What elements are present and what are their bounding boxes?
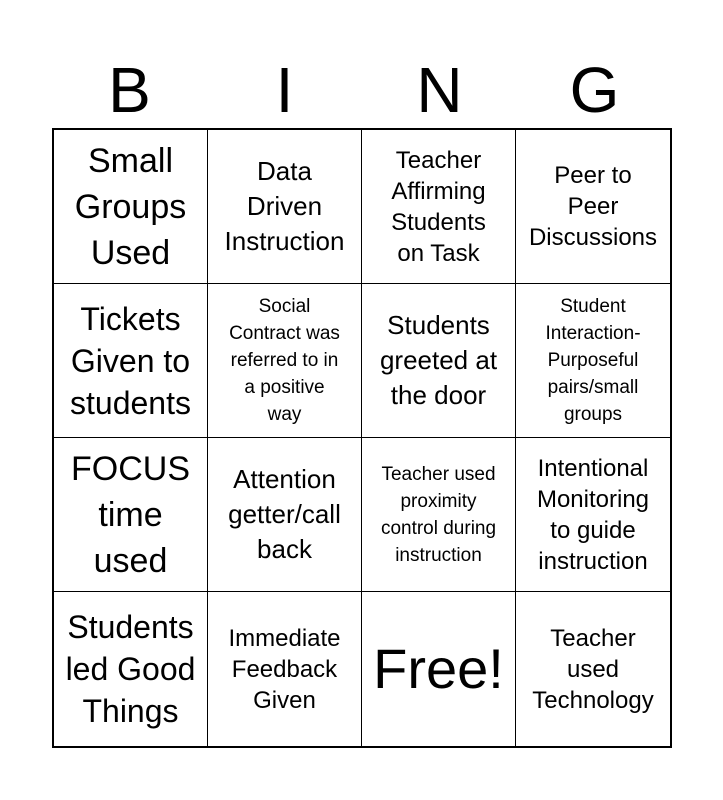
- cell-text: Immediate Feedback Given: [228, 624, 341, 714]
- bingo-cell[interactable]: [54, 592, 208, 746]
- cell-text: Intentional Monitoring to guide instruction: [536, 454, 650, 575]
- cell-text: Social Contract was referred to in a positive way: [229, 296, 340, 425]
- bingo-cell[interactable]: [362, 438, 516, 592]
- bingo-header: [52, 52, 672, 128]
- cell-text: Peer to Peer Discussions: [528, 162, 658, 251]
- cell-text: Students led Good Things: [65, 609, 196, 729]
- bingo-cell[interactable]: [516, 130, 670, 284]
- free-space-text: Free!: [373, 637, 504, 700]
- bingo-cell[interactable]: [54, 130, 208, 284]
- header-letter-n: N: [416, 54, 463, 126]
- bingo-cell[interactable]: [54, 284, 208, 438]
- bingo-cell[interactable]: [208, 130, 362, 284]
- cell-text: Teacher used proximity control during instruction: [380, 463, 497, 566]
- bingo-cell[interactable]: [208, 438, 362, 592]
- bingo-cell[interactable]: [208, 592, 362, 746]
- bingo-cell[interactable]: [516, 592, 670, 746]
- cell-text: FOCUS time used: [71, 449, 190, 580]
- cell-text: Teacher used Technology: [532, 624, 654, 714]
- cell-text: Attention getter/call back: [228, 464, 341, 564]
- cell-text: Tickets Given to students: [70, 300, 191, 421]
- cell-text: Students greeted at the door: [379, 310, 498, 410]
- header-letter-g: G: [569, 54, 620, 126]
- cell-text: Student Interaction- Purposeful pairs/small groups: [545, 296, 641, 425]
- cell-text: Teacher Affirming Students on Task: [391, 146, 486, 267]
- bingo-cell[interactable]: [362, 130, 516, 284]
- bingo-cell[interactable]: [362, 284, 516, 438]
- bingo-free-cell[interactable]: [362, 592, 516, 746]
- bingo-cell[interactable]: [516, 438, 670, 592]
- bingo-cell[interactable]: [54, 438, 208, 592]
- bingo-cell[interactable]: [208, 284, 362, 438]
- cell-text: Small Groups Used: [74, 141, 187, 272]
- header-letter-b: B: [108, 54, 151, 126]
- header-letter-i: I: [275, 54, 294, 126]
- bingo-card-grid: [52, 128, 672, 748]
- bingo-cell[interactable]: [516, 284, 670, 438]
- cell-text: Data Driven Instruction: [224, 156, 345, 256]
